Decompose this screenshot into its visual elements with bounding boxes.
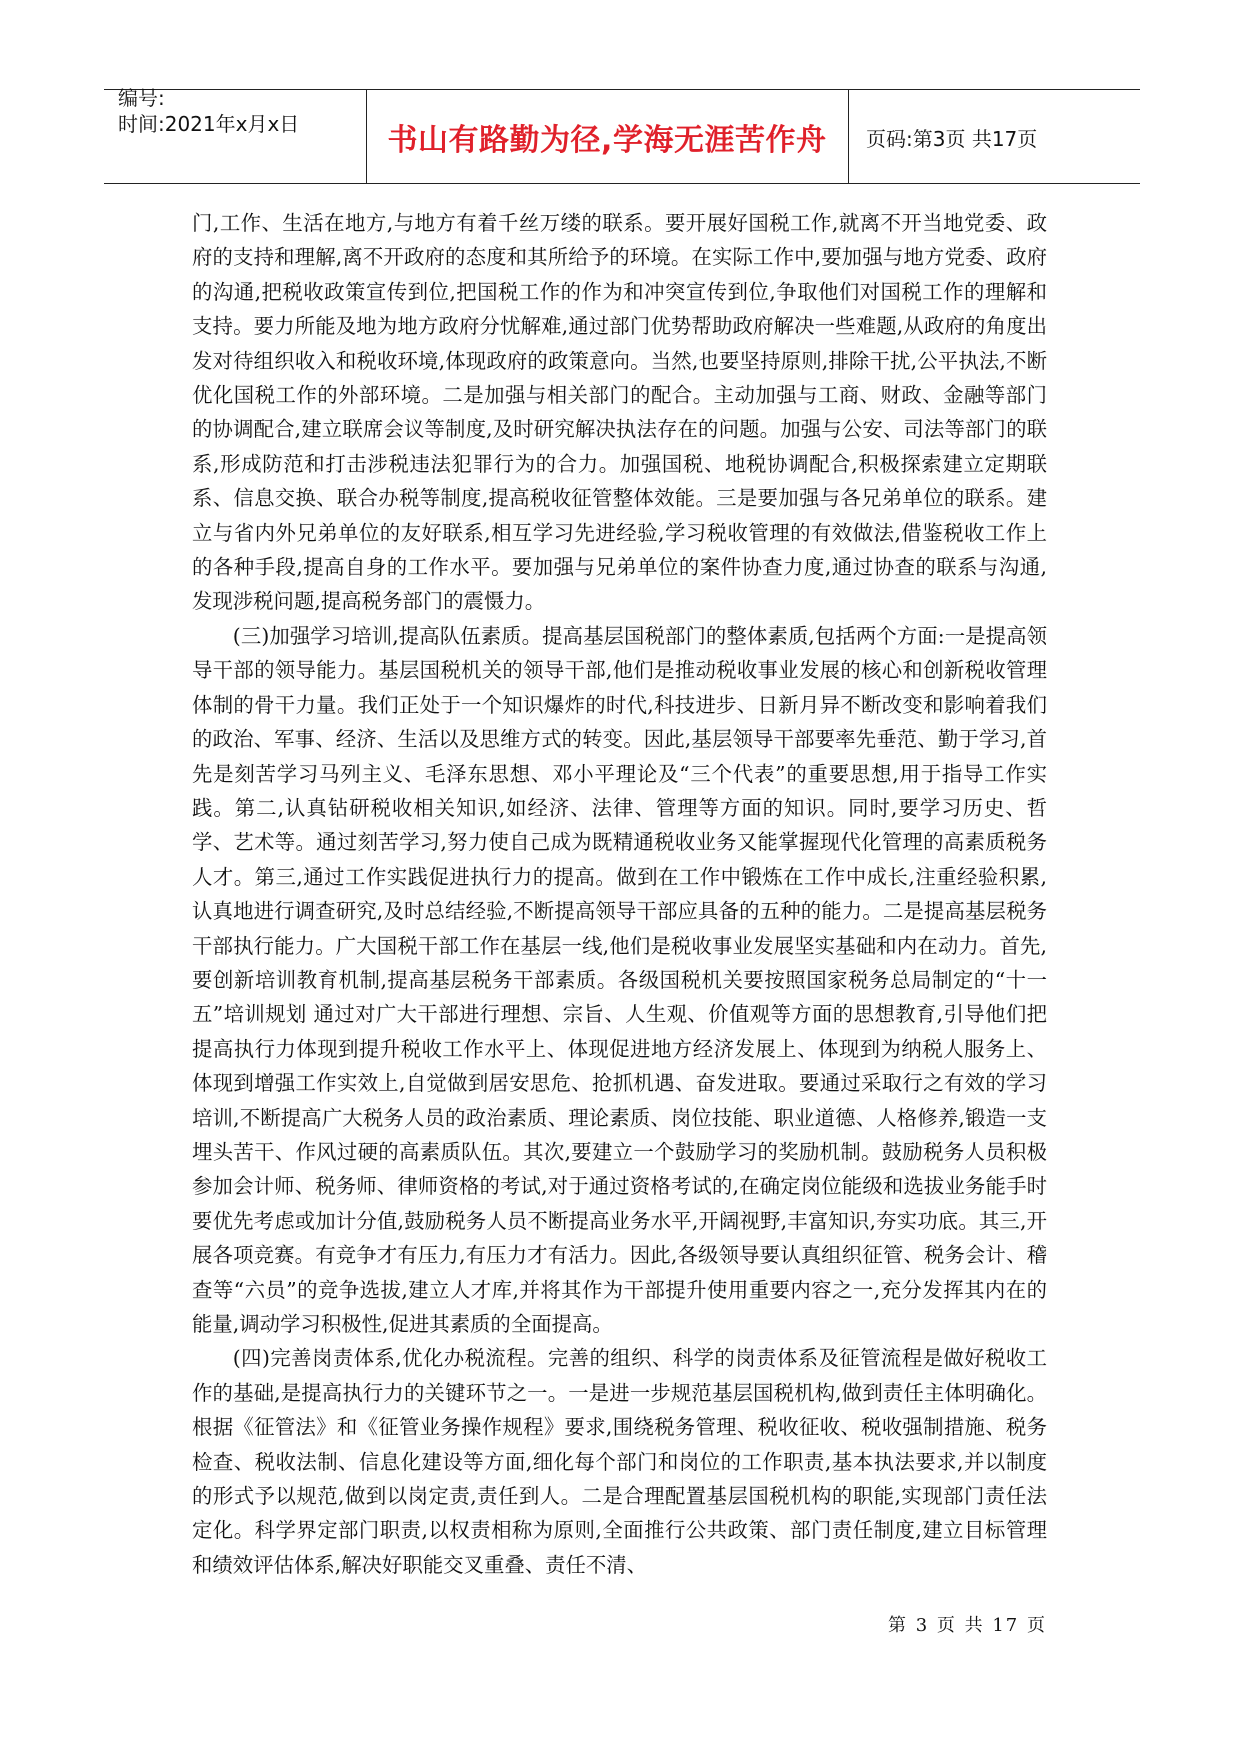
page-header	[104, 86, 1140, 184]
header-motto: 书山有路勤为径,学海无涯苦作舟	[387, 123, 827, 158]
document-number-label: 编号:	[118, 86, 165, 110]
body-paragraph: (四)完善岗责体系,优化办税流程。完善的组织、科学的岗责体系及征管流程是做好税收工作的基础,是提高执行力的关键环节之一。一是进一步规范基层国税机构,做到责任主体明确化。根据《征管法》和《征管业务操作规程》要求,围绕税务管理、税收征收、税收强制措施、税务检查、税收法制、信息化建设等方面,细化每个部门和岗位的工作职责,基本执法要求,并以制度的形式予以规范,做到以岗定责,责任到人。二是合理配置基层国税机构的职能,实现部门责任法定化。科学界定部门职责,以权责相称为原则,全面推行公共政策、部门责任制度,建立目标管理和绩效评估体系,解决好职能交叉重叠、责任不清、	[192, 1346, 1047, 1577]
document-time-label: 时间:2021年x月x日	[118, 112, 300, 136]
header-info-cell	[104, 86, 367, 183]
body-paragraph: 门,工作、生活在地方,与地方有着千丝万缕的联系。要开展好国税工作,就离不开当地党委、政府的支持和理解,离不开政府的态度和其所给予的环境。在实际工作中,要加强与地方党委、政府的沟通,把税收政策宣传到位,把国税工作的作为和冲突宣传到位,争取他们对国税工作的理解和支持。要力所能及地为地方政府分忧解难,通过部门优势帮助政府解决一些难题,从政府的角度出发对待组织收入和税收环境,体现政府的政策意向。当然,也要坚持原则,排除干扰,公平执法,不断优化国税工作的外部环境。二是加强与相关部门的配合。主动加强与工商、财政、金融等部门的协调配合,建立联席会议等制度,及时研究解决执法存在的问题。加强与公安、司法等部门的联系,形成防范和打击涉税违法犯罪行为的合力。加强国税、地税协调配合,积极探索建立定期联系、信息交换、联合办税等制度,提高税收征管整体效能。三是要加强与各兄弟单位的联系。建立与省内外兄弟单位的友好联系,相互学习先进经验,学习税收管理的有效做法,借鉴税收工作上的各种手段,提高自身的工作水平。要加强与兄弟单位的案件协查力度,通过协查的联系与沟通,发现涉税问题,提高税务部门的震慑力。	[192, 211, 1047, 614]
header-page-code: 页码:第3页 共17页	[866, 127, 1038, 151]
header-motto-cell	[366, 90, 849, 183]
document-body	[192, 206, 1047, 1582]
body-paragraph: (三)加强学习培训,提高队伍素质。提高基层国税部门的整体素质,包括两个方面:一是提高领导干部的领导能力。基层国税机关的领导干部,他们是推动税收事业发展的核心和创新税收管理体制的骨干力量。我们正处于一个知识爆炸的时代,科技进步、日新月异不断改变和影响着我们的政治、军事、经济、生活以及思维方式的转变。因此,基层领导干部要率先垂范、勤于学习,首先是刻苦学习马列主义、毛泽东思想、邓小平理论及“三个代表”的重要思想,用于指导工作实践。第二,认真钻研税收相关知识,如经济、法律、管理等方面的知识。同时,要学习历史、哲学、艺术等。通过刻苦学习,努力使自己成为既精通税收业务又能掌握现代化管理的高素质税务人才。第三,通过工作实践促进执行力的提高。做到在工作中锻炼在工作中成长,注重经验积累,认真地进行调查研究,及时总结经验,不断提高领导干部应具备的五种的能力。二是提高基层税务干部执行能力。广大国税干部工作在基层一线,他们是税收事业发展坚实基础和内在动力。首先,要创新培训教育机制,提高基层税务干部素质。各级国税机关要按照国家税务总局制定的“十一五”培训规划 通过对广大干部进行理想、宗旨、人生观、价值观等方面的思想教育,引导他们把提高执行力体现到提升税收工作水平上、体现促进地方经济发展上、体现到为纳税人服务上、体现到增强工作实效上,自觉做到居安思危、抢抓机遇、奋发进取。要通过采取行之有效的学习培训,不断提高广大税务人员的政治素质、理论素质、岗位技能、职业道德、人格修养,锻造一支埋头苦干、作风过硬的高素质队伍。其次,要建立一个鼓励学习的奖励机制。鼓励税务人员积极参加会计师、税务师、律师资格的考试,对于通过资格考试的,在确定岗位能级和选拔业务能手时要优先考虑或加计分值,鼓励税务人员不断提高业务水平,开阔视野,丰富知识,夯实功底。其三,开展各项竞赛。有竞争才有压力,有压力才有活力。因此,各级领导要认真组织征管、税务会计、稽查等“六员”的竞争选拔,建立人才库,并将其作为干部提升使用重要内容之一,充分发挥其内在的能量,调动学习积极性,促进其素质的全面提高。	[192, 623, 1047, 1336]
header-page-cell	[849, 90, 1140, 183]
page-footer: 第 3 页 共 17 页	[888, 1615, 1047, 1636]
